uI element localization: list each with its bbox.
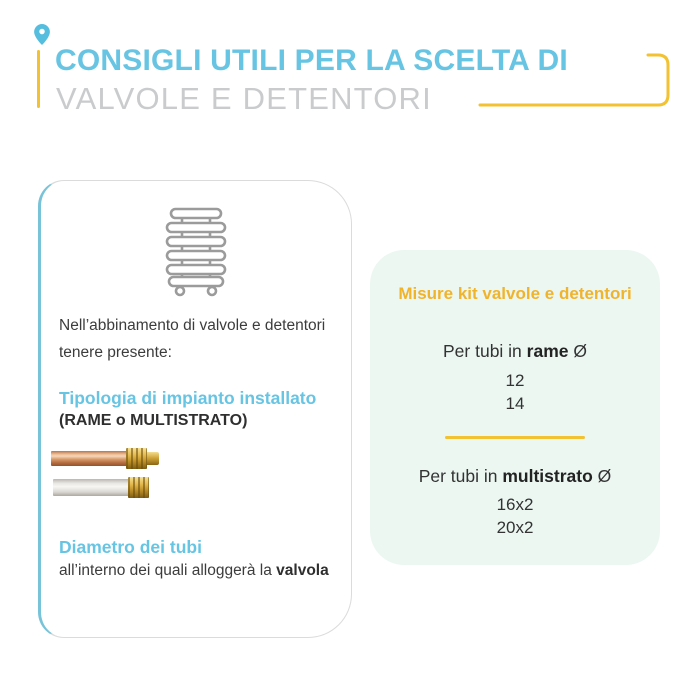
header-accent-line [37,50,40,108]
section-title-tipologia: Tipologia di impianto installato [59,388,317,408]
header-bracket-decoration [470,48,680,118]
copper-size-value: 14 [505,394,525,413]
sizes-card-title: Misure kit valvole e detentori [398,284,632,303]
multilayer-pipe-image [53,477,149,498]
section-text-diametro [59,562,329,580]
section-title-diametro: Diametro dei tubi [59,537,202,557]
copper-label-bold: rame [526,341,569,361]
copper-label-diameter-symbol: Ø [568,341,587,361]
multilayer-label-diameter-symbol: Ø [592,466,612,486]
multilayer-label-prefix: Per tubi in [418,466,503,486]
copper-pipe-image [51,448,159,469]
diametro-text-prefix: all’interno dei quali alloggerà la [59,562,277,579]
sizes-card [370,250,660,565]
multilayer-pipe-body [53,479,129,496]
multilayer-label-bold: multistrato [502,466,593,486]
multilayer-size-value: 20x2 [496,518,534,537]
multilayer-sizes-label [370,466,660,487]
intro-text [59,313,325,366]
multilayer-pipe-brass-fitting [128,477,149,498]
page-title: CONSIGLI UTILI PER LA SCELTA DI [55,44,568,77]
intro-line-2: tenere presente: [59,343,172,361]
copper-sizes-label [370,341,660,362]
copper-pipe-body [51,451,127,466]
copper-pipe-brass-tip [147,452,159,465]
intro-line-1: Nell’abbinamento di valvole e detentori [59,317,326,334]
copper-label-prefix: Per tubi in [443,341,527,361]
copper-size-value: 12 [505,371,525,390]
radiator-icon [165,207,227,302]
multilayer-size-value: 16x2 [496,495,534,514]
advice-card [38,180,352,638]
diametro-text-bold: valvola [276,562,329,579]
copper-pipe-brass-fitting [126,448,147,469]
section-subtitle-materials: (RAME o MULTISTRATO) [59,412,248,429]
sizes-divider-line [445,436,585,439]
map-pin-icon [34,24,50,50]
page-subtitle: VALVOLE E DETENTORI [56,81,432,116]
